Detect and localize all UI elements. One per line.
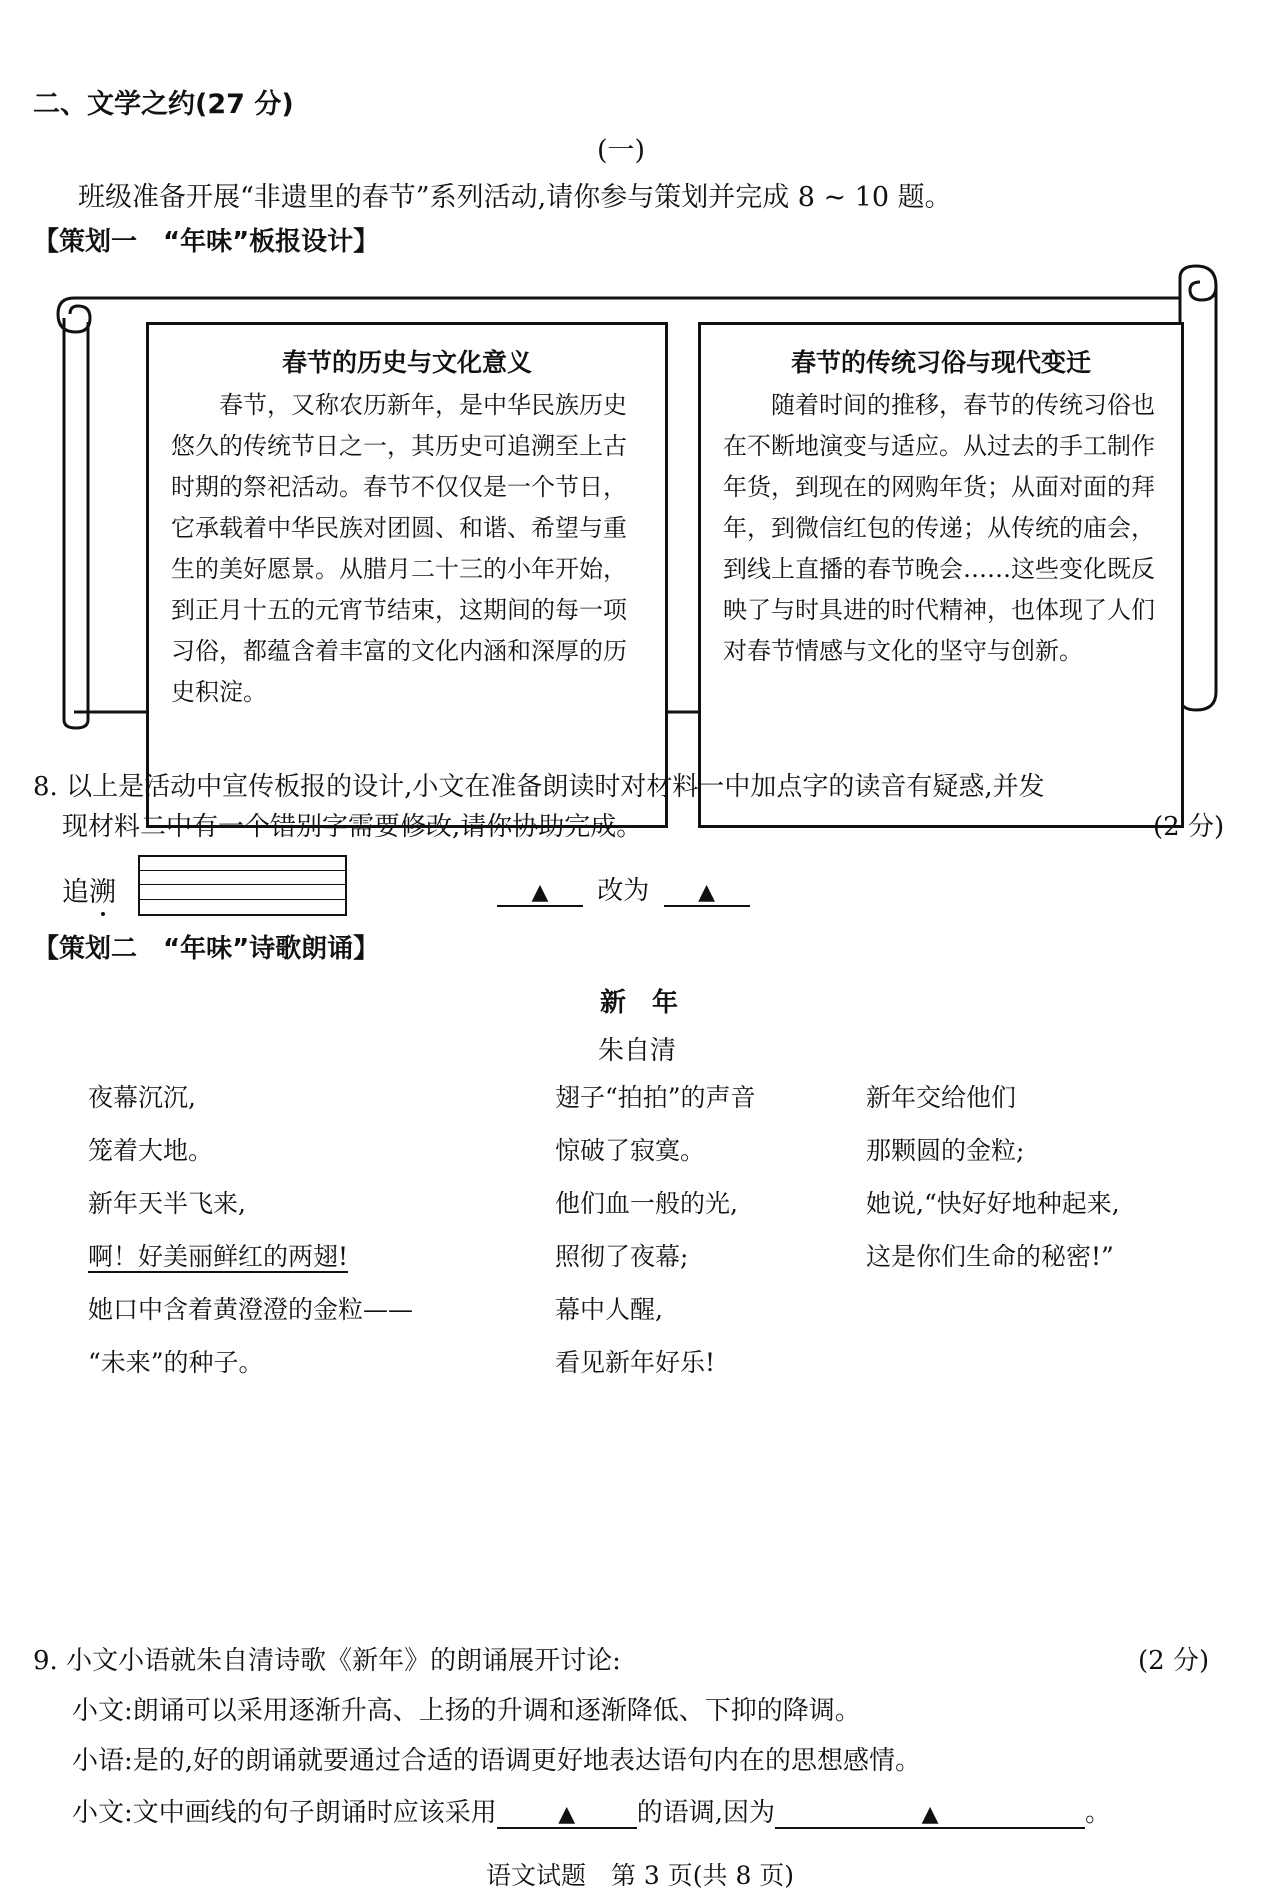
box2-title: 春节的传统习俗与现代变迁 <box>790 348 1091 377</box>
poem-line: 夜幕沉沉, <box>88 1083 196 1112</box>
plan1-label: 【策划一 “年味”板报设计】 <box>33 227 380 257</box>
q9-line4 <box>72 1792 1111 1829</box>
q8-line2: 现材料二中有一个错别字需要修改,请你协助完成。 <box>62 812 643 842</box>
correct-char-blank[interactable]: ▲ <box>664 880 750 907</box>
poem-line: 看见新年好乐! <box>555 1348 716 1377</box>
underlined-sentence: 啊！好美丽鲜红的两翅! <box>88 1242 349 1271</box>
plan2-label: 【策划二 “年味”诗歌朗诵】 <box>33 934 380 964</box>
q9-line4-prefix: 小文:文中画线的句子朗诵时应该采用 <box>72 1798 497 1828</box>
poem-line: “未来”的种子。 <box>88 1348 264 1377</box>
box1-title: 春节的历史与文化意义 <box>281 348 532 377</box>
part-label: (一) <box>597 135 646 166</box>
tone-blank[interactable]: ▲ <box>497 1802 637 1829</box>
q9-line3: 小语:是的,好的朗诵就要通过合适的语调更好地表达语句内在的思想感情。 <box>72 1746 922 1776</box>
q8-score: (2 分) <box>1153 812 1225 842</box>
poem-line: 照彻了夜幕; <box>555 1242 689 1271</box>
wrong-char-blank[interactable]: ▲ <box>497 880 583 907</box>
box2-text: 随着时间的推移，春节的传统习俗也在不断地演变与适应。从过去的手工制作年货，到现在的网购年货；从面对面的拜年，到微信红包的传递；从传统的庙会，到线上直播的春节晚会……这些变化既反映了与时具进的时代精神，也体现了人们对春节情感与文化的坚守与创新。 <box>723 391 1155 665</box>
poem-col-3 <box>866 1076 1120 1288</box>
q9-line1: 9. 小文小语就朱自清诗歌《新年》的朗诵展开讨论: <box>33 1646 621 1676</box>
q9-line4-end: 。 <box>1085 1798 1112 1828</box>
poem-line: 她说,“快好好地种起来, <box>866 1189 1120 1218</box>
box1-text: 春节，又称农历新年，是中华民族历史悠久的传统节日之一，其历史可追溯至上古时期的祭祀活动。春节不仅仅是一个节日，它承载着中华民族对团圆、和谐、希望与重生的美好愿景。从腊月二十三的小年开始，到正月十五的元宵节结束，这期间的每一项习俗，都蕴含着丰富的文化内涵和深厚的历史积淀。 <box>171 391 627 706</box>
q8-word-char-b-dotted: 溯 <box>89 877 116 908</box>
poem-line: 那颗圆的金粒; <box>866 1136 1025 1165</box>
q8-word <box>62 870 116 909</box>
poem-line: 他们血一般的光, <box>555 1189 738 1218</box>
poem-line: 笼着大地。 <box>88 1136 214 1165</box>
poem-line: 新年天半飞来, <box>88 1189 246 1218</box>
q9-score: (2 分) <box>1138 1646 1210 1676</box>
change-to-label: 改为 <box>597 876 650 906</box>
page-footer: 语文试题 第 3 页(共 8 页) <box>485 1861 795 1890</box>
poem-line: 翅子“拍拍”的声音 <box>555 1083 756 1112</box>
q8-correction <box>497 870 750 907</box>
q8-line1: 8. 以上是活动中宣传板报的设计,小文在准备朗读时对材料一中加点字的读音有疑惑,并发 <box>33 772 1045 802</box>
poem-line: 她口中含着黄澄澄的金粒—— <box>88 1295 414 1324</box>
section-heading: 二、文学之约(27 分) <box>33 89 294 120</box>
poem-col-1 <box>88 1076 413 1394</box>
poem-author: 朱自清 <box>598 1036 677 1066</box>
q9-line2: 小文:朗诵可以采用逐渐升高、上扬的升调和逐渐降低、下抑的降调。 <box>72 1696 861 1726</box>
poem-col-2 <box>555 1076 756 1394</box>
intro-text: 班级准备开展“非遗里的春节”系列活动,请你参与策划并完成 8 ~ 10 题。 <box>78 182 952 213</box>
board-box-customs <box>698 322 1184 828</box>
q8-word-char-a: 追 <box>62 877 89 908</box>
poem-line-underlined <box>88 1235 413 1288</box>
poem-line: 惊破了寂寞。 <box>555 1136 706 1165</box>
poem-title: 新 年 <box>600 988 679 1018</box>
reason-blank[interactable]: ▲ <box>775 1802 1085 1829</box>
q9-line4-middle: 的语调,因为 <box>636 1798 776 1828</box>
poem-line: 新年交给他们 <box>866 1083 1017 1112</box>
poem-line: 幕中人醒, <box>555 1295 663 1324</box>
board-box-history <box>146 322 668 828</box>
pinyin-answer-box[interactable] <box>138 855 347 916</box>
poem-line: 这是你们生命的秘密!” <box>866 1242 1114 1271</box>
